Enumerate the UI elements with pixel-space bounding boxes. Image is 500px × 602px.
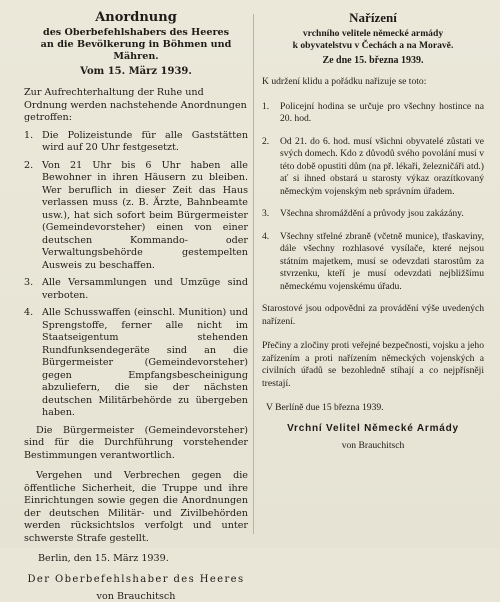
czech-subtitle-1: vrchního velitele německé armády (302, 28, 444, 39)
german-responsibility-paragraph: Die Bürgermeister (Gemeindevorsteher) sind für die Durchführung vorstehender Bestimmungen verantwortlich. (24, 424, 248, 461)
german-column (24, 10, 248, 602)
german-penalty-paragraph: Vergehen und Verbrechen gegen die öffentliche Sicherheit, die Truppe und ihre Einrichtungen sowie gegen die Anordnungen der deutschen Militär- und Zivilbehörden werden rücksichtslos verfolgt und unter schwerste Strafe gestellt. (24, 470, 248, 544)
czech-signature-title: Vrchní Velitel Německé Armády (287, 423, 459, 434)
german-date: Vom 15. März 1939. (80, 66, 192, 77)
german-item-number: 2. (24, 159, 34, 171)
czech-penalty-paragraph: Přečiny a zločiny proti veřejné bezpečnosti, vojsku a jeho zařízením a proti nařízením německých vojenských a civilních úřadů se bezohledně stíhají a co nejpřísněji trestají. (262, 340, 484, 389)
german-items (24, 130, 248, 420)
german-subtitle-1: des Oberbefehlshabers des Heeres (42, 27, 230, 38)
czech-item-number: 1. (262, 100, 270, 112)
czech-column (262, 10, 484, 451)
german-item-text: Von 21 Uhr bis 6 Uhr haben alle Bewohner in ihren Häusern zu bleiben. Wer beruflich in dieser Zeit das Haus verlassen muss (z. B. Ärzte, Bahnbeamte usw.), hat sich sofort beim Bürgermeister (Gemeindevorsteher) einen von einer deutschen Kommando- oder Verwaltungsbehörde gestempelten Ausweis zu beschaffen. (42, 159, 248, 271)
czech-item-3 (262, 208, 484, 221)
column-divider (253, 14, 254, 534)
german-signature-title: Der Oberbefehlshaber des Heeres (27, 574, 245, 585)
czech-item-text: Policejní hodina se určuje pro všechny hostince na 20. hod. (280, 100, 484, 124)
german-item-3 (24, 277, 248, 302)
czech-intro: K udržení klidu a pořádku nařizuje se toto: (262, 76, 427, 87)
german-intro: Zur Aufrechterhaltung der Ruhe und Ordnung werden nachstehende Anordnungen getroffen: (24, 87, 247, 123)
czech-item-1 (262, 101, 484, 126)
czech-item-number: 4. (262, 230, 270, 242)
german-item-number: 1. (24, 129, 34, 141)
czech-item-text: Od 21. do 6. hod. musí všichni obyvatelé zůstati ve svých domech. Kdo z důvodů svého povolání musí v této době opustiti dům (na př. lékaři, železničáři atd.) ať si ihned obstará u starosty výkaz orazítkovaný německým vojenským neb správním úřadem. (280, 135, 484, 197)
german-item-4 (24, 307, 248, 420)
czech-item-number: 2. (262, 135, 270, 147)
german-item-text: Alle Versammlungen und Umzüge sind verboten. (42, 277, 248, 301)
german-signature-name: von Brauchitsch (96, 591, 176, 602)
german-subtitle-2: an die Bevölkerung in Böhmen und Mähren. (40, 39, 232, 62)
german-item-1 (24, 130, 248, 155)
german-item-number: 3. (24, 277, 34, 288)
german-item-2 (24, 160, 248, 273)
czech-item-4 (262, 231, 484, 294)
czech-place-date: V Berlíně due 15 března 1939. (266, 402, 384, 413)
german-title: Anordnung (95, 10, 177, 25)
czech-item-text: Všechny střelné zbraně (včetně munice), třaskaviny, dále všechny rozhlasové vysílače, které nejsou státním majetkem, musí se odevzdati starostům za stvrzenku, kteří je musí odevzdati nejbližšímu německému vojenskému úřadu. (280, 230, 484, 292)
czech-title: Nařízení (349, 10, 397, 25)
german-item-text: Die Polizeistunde für alle Gaststätten wird auf 20 Uhr festgesetzt. (42, 129, 248, 153)
czech-items (262, 101, 484, 294)
german-place-date: Berlin, den 15. März 1939. (38, 553, 169, 564)
german-item-number: 4. (24, 307, 34, 318)
czech-item-2 (262, 136, 484, 199)
czech-responsibility-paragraph: Starostové jsou odpovědni za provádění výše uvedených nařízení. (262, 303, 484, 327)
czech-subtitle-2: k obyvatelstvu v Čechách a na Moravě. (292, 40, 454, 51)
czech-item-text: Všechna shromáždění a průvody jsou zakázány. (280, 208, 464, 219)
czech-date: Ze dne 15. března 1939. (322, 55, 424, 66)
czech-item-number: 3. (262, 208, 270, 219)
german-item-text: Alle Schusswaffen (einschl. Munition) und Sprengstoffe, ferner alle nicht im Staatseigentum stehenden Rundfunksendegeräte sind an die Bürgermeister (Gemeindevorsteher) gegen Empfangsbescheinigung abzuliefern, die sie der nächsten deutschen Militärbehörde zu übergeben haben. (42, 307, 248, 418)
czech-signature-name: von Brauchitsch (341, 440, 405, 451)
